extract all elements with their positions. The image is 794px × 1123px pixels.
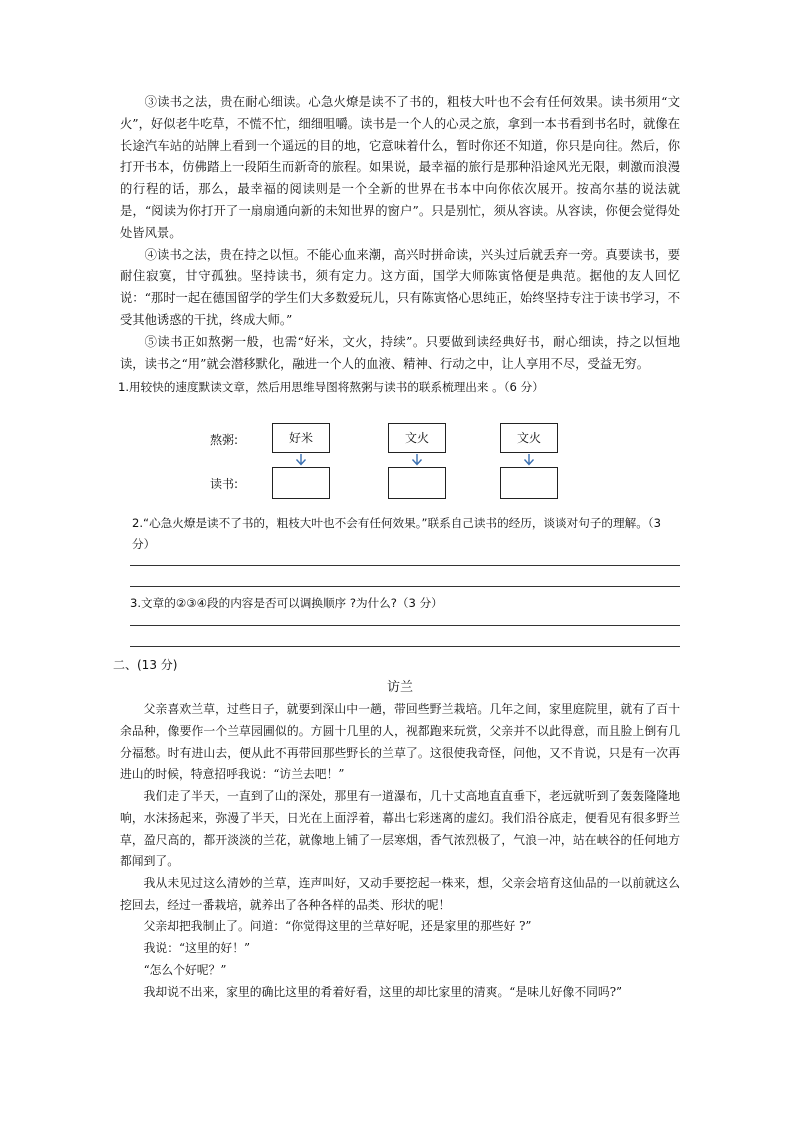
question-2: 2.“心急火燎是读不了书的，粗枝大叶也不会有任何效果。”联系自己读书的经历，谈谈对句子的理解。（3 分） bbox=[132, 516, 661, 552]
page bbox=[113, 92, 680, 1003]
story-title: 访兰 bbox=[386, 680, 413, 696]
label-porridge: 熬粥: bbox=[210, 433, 239, 448]
story-dialogue-1: 父亲却把我制止了。问道：“你觉得这里的兰草好呢，还是家里的那些好 ?” bbox=[143, 919, 532, 934]
answer-line[interactable] bbox=[130, 586, 680, 587]
mind-map bbox=[120, 401, 680, 513]
answer-line[interactable] bbox=[130, 565, 680, 566]
answer-line[interactable] bbox=[130, 646, 680, 647]
reading-answer-box-2[interactable] bbox=[388, 467, 446, 499]
section-2-header: 二、(13 分) bbox=[113, 658, 178, 673]
question-1: 1.用较快的速度默读文章，然后用思维导图将熬粥与读书的联系梳理出来 。（6 分） bbox=[118, 380, 544, 395]
arrow-down-icon bbox=[411, 454, 423, 466]
paragraph-5: ⑤读书正如熬粥一般，也需“好米，文火，持续”。只要做到读经典好书，耐心细读，持之以恒地读，读书之“用”就会潜移默化，融进一个人的血液、精神、行动之中，让人享用不尽，受益无穷。 bbox=[120, 334, 680, 371]
story-dialogue-2: 我说：“这里的好！” bbox=[143, 941, 251, 956]
arrow-down-icon bbox=[295, 454, 307, 466]
porridge-box-3: 文火 bbox=[500, 423, 558, 453]
paragraph-3: ③读书之法，贵在耐心细读。心急火燎是读不了书的，粗枝大叶也不会有任何效果。读书须用“文火”，好似老牛吃草，不慌不忙，细细咀嚼。读书是一个人的心灵之旅，拿到一本书看到书名时，就像在长途汽车站的站牌上看到一个遥远的目的地，它意味着什么，暂时你还不知道，你只是向往。然后，你打开书本，仿佛踏上一段陌生而新奇的旅程。如果说，最幸福的旅行是那种沿途风光无限，刺激而浪漫的行程的话，那么，最幸福的阅读则是一个全新的世界在书本中向你依次展开。按高尔基的说法就是，“阅读为你打开了一扇扇通向新的未知世界的窗户”。只是别忙，须从容读。从容读，你便会觉得处处皆风景。 bbox=[120, 95, 680, 240]
story-paragraph-2: 我们走了半天，一直到了山的深处，那里有一道瀑布，几十丈高地直直垂下，老远就听到了轰轰隆隆地响，水沫扬起来，弥漫了半天，日光在上面浮着，幕出七彩迷离的虚幻。我们沿谷底走，便看见有很多野兰草，盈尺高的，都开淡淡的兰花，就像地上铺了一层寒烟，香气浓烈极了，气浪一冲，站在峡谷的任何地方都闻到了。 bbox=[120, 789, 680, 869]
porridge-box-2: 文火 bbox=[388, 423, 446, 453]
reading-answer-box-3[interactable] bbox=[500, 467, 558, 499]
reading-answer-box-1[interactable] bbox=[272, 467, 330, 499]
porridge-box-1: 好米 bbox=[272, 423, 330, 453]
label-reading: 读书: bbox=[210, 477, 239, 492]
story-paragraph-1: 父亲喜欢兰草，过些日子，就要到深山中一趟，带回些野兰栽培。几年之间，家里庭院里，就有了百十余品种，像要作一个兰草园圃似的。方圆十几里的人，视都跑来玩赏，父亲并不以此得意，而且脸上倒有几分福愁。时有进山去，便从此不再带回那些野长的兰草了。这很使我奇怪，问他，又不肯说，只是有一次再进山的时候，特意招呼我说：“访兰去吧！” bbox=[120, 702, 680, 782]
arrow-down-icon bbox=[523, 454, 535, 466]
story-paragraph-3: 我从未见过这么清妙的兰草，连声叫好，又动手要挖起一株来，想，父亲会培育这仙品的一以前就这么挖回去，经过一番栽培，就养出了各种各样的品类、形状的呢！ bbox=[120, 875, 680, 912]
story-dialogue-3: “怎么个好呢？” bbox=[143, 962, 227, 977]
question-3: 3.文章的②③④段的内容是否可以调换顺序 ?为什么?（3 分） bbox=[130, 596, 443, 611]
answer-line[interactable] bbox=[130, 625, 680, 626]
paragraph-4: ④读书之法，贵在持之以恒。不能心血来潮，高兴时拼命读，兴头过后就丢弃一旁。真要读书，要耐住寂寞，甘守孤独。坚持读书，须有定力。这方面，国学大师陈寅恪便是典范。据他的友人回忆说：“那时一起在德国留学的学生们大多数爱玩儿，只有陈寅恪心思纯正，始终坚持专注于读书学习，不受其他诱惑的干扰，终成大师。” bbox=[120, 247, 680, 327]
story-dialogue-4: 我却说不出来，家里的确比这里的肴着好看，这里的却比家里的清爽。“是味儿好像不同吗?” bbox=[143, 984, 623, 999]
